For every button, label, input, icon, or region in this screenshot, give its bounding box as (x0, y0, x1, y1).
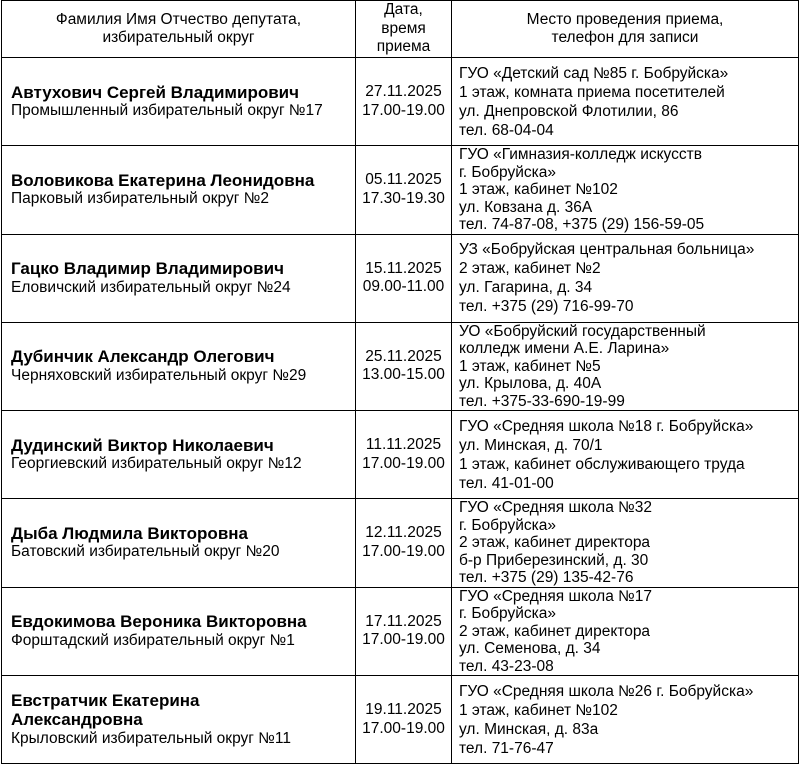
place-line: ул. Днепровской Флотилии, 86 (459, 102, 679, 120)
datetime-cell (356, 146, 452, 235)
place-line: 1 этаж, кабинет №102 (459, 181, 618, 198)
header-place (452, 1, 799, 58)
place-line: тел. 68-04-04 (459, 121, 554, 139)
reception-time: 17.00-19.00 (362, 719, 445, 737)
table-row (2, 58, 799, 146)
reception-time: 17.00-19.00 (362, 454, 445, 472)
place-cell (452, 234, 799, 322)
place-line: 1 этаж, кабинет обслуживающего труда (459, 455, 745, 473)
reception-schedule-table (1, 0, 799, 764)
place-cell (452, 587, 799, 676)
place-cell (452, 676, 799, 764)
place-line: ГУО «Средняя школа №26 г. Бобруйска» (459, 682, 754, 700)
place-line: 1 этаж, комната приема посетителей (459, 83, 725, 101)
datetime-cell (356, 411, 452, 499)
table-row (2, 499, 799, 588)
reception-date: 17.11.2025 (365, 612, 442, 630)
header-row (2, 1, 799, 58)
place-line: ГУО «Гимназия-колледж искусств (459, 146, 702, 163)
header-datetime-line: время (381, 19, 426, 37)
header-place-line: телефон для записи (551, 29, 699, 46)
deputy-cell (2, 587, 356, 676)
place-line: ГУО «Детский сад №85 г. Бобруйска» (459, 64, 729, 82)
electoral-district: Черняховский избирательный округ №29 (11, 366, 307, 384)
deputy-cell (2, 676, 356, 764)
deputy-name: Евстратчик Екатерина (11, 690, 200, 710)
reception-date: 25.11.2025 (365, 347, 442, 365)
reception-date: 12.11.2025 (365, 524, 442, 542)
datetime-cell (356, 58, 452, 146)
table-row (2, 146, 799, 235)
electoral-district: Промышленный избирательный округ №17 (11, 102, 323, 119)
place-line: ул. Минская, д. 83а (459, 720, 599, 738)
table-row (2, 587, 799, 676)
place-cell (452, 411, 799, 499)
place-line: ул. Минская, д. 70/1 (459, 436, 603, 454)
place-line: г. Бобруйска» (459, 163, 557, 181)
place-line: г. Бобруйска» (459, 516, 557, 534)
place-line: тел. 74-87-08, +375 (29) 156-59-05 (459, 216, 705, 233)
deputy-cell (2, 234, 356, 322)
reception-time: 13.00-15.00 (362, 366, 445, 384)
electoral-district: Крыловский избирательный округ №11 (11, 729, 291, 747)
deputy-name: Дубинчик Александр Олегович (11, 347, 275, 367)
place-line: тел. +375-33-690-19-99 (459, 392, 625, 410)
reception-date: 11.11.2025 (365, 436, 442, 453)
header-datetime (356, 1, 452, 58)
place-line: ул. Крылова, д. 40А (459, 375, 602, 392)
datetime-cell (356, 676, 452, 764)
datetime-cell (356, 587, 452, 676)
place-cell (452, 322, 799, 411)
table-body (2, 58, 799, 764)
deputy-name: Александровна (11, 710, 143, 730)
table-row (2, 411, 799, 499)
place-line: 2 этаж, кабинет №2 (459, 260, 601, 277)
header-deputy (2, 1, 356, 58)
place-line: 1 этаж, кабинет №5 (459, 357, 601, 375)
datetime-cell (356, 234, 452, 322)
place-line: УО «Бобруйский государственный (459, 322, 706, 340)
electoral-district: Георгиевский избирательный округ №12 (11, 455, 302, 472)
place-line: тел. 71-76-47 (459, 739, 554, 757)
reception-date: 27.11.2025 (365, 83, 442, 100)
place-line: тел. 41-01-00 (459, 474, 554, 492)
header-datetime-line: приема (376, 38, 431, 56)
deputy-name: Дудинский Виктор Николаевич (11, 435, 274, 455)
reception-time: 09.00-11.00 (362, 278, 445, 295)
place-line: 2 этаж, кабинет директора (459, 534, 651, 551)
place-line: колледж имени А.Е. Ларина» (459, 340, 670, 357)
place-line: тел. +375 (29) 135-42-76 (459, 569, 634, 586)
deputy-name: Евдокимова Вероника Викторовна (11, 612, 307, 632)
place-line: ГУО «Средняя школа №32 (459, 499, 653, 516)
place-line: тел. +375 (29) 716-99-70 (459, 298, 634, 315)
deputy-cell (2, 146, 356, 235)
header-deputy-line: избирательный округ (102, 29, 255, 46)
place-line: ул. Гагарина, д. 34 (459, 279, 593, 296)
header-datetime-line: Дата, (384, 1, 423, 19)
reception-time: 17.00-19.00 (362, 631, 445, 649)
place-line: тел. 43-23-08 (459, 657, 554, 675)
reception-time: 17.00-19.00 (362, 542, 445, 560)
reception-date: 05.11.2025 (365, 171, 442, 189)
reception-date: 19.11.2025 (365, 701, 442, 718)
place-line: б-р Приберезинский, д. 30 (459, 551, 649, 569)
place-line: 2 этаж, кабинет директора (459, 622, 651, 640)
electoral-district: Парковый избирательный округ №2 (11, 190, 269, 208)
place-line: 1 этаж, кабинет №102 (459, 701, 618, 719)
place-line: УЗ «Бобруйская центральная больница» (459, 241, 755, 258)
place-cell (452, 146, 799, 235)
electoral-district: Батовский избирательный округ №20 (11, 543, 280, 561)
place-cell (452, 58, 799, 146)
place-line: ГУО «Средняя школа №18 г. Бобруйска» (459, 417, 754, 435)
place-cell (452, 499, 799, 588)
deputy-cell (2, 411, 356, 499)
place-line: ул. Семенова, д. 34 (459, 640, 601, 657)
place-line: ул. Ковзана д. 36А (459, 198, 593, 216)
reception-time: 17.00-19.00 (362, 101, 445, 119)
header-deputy-line: Фамилия Имя Отчество депутата, (55, 10, 302, 28)
header-place-line: Место проведения приема, (526, 10, 724, 28)
datetime-cell (356, 322, 452, 411)
electoral-district: Еловичский избирательный округ №24 (11, 278, 291, 296)
datetime-cell (356, 499, 452, 588)
deputy-cell (2, 322, 356, 411)
table-row (2, 676, 799, 764)
deputy-name: Гацко Владимир Владимирович (11, 259, 284, 278)
electoral-district: Форштадский избирательный округ №1 (11, 631, 295, 649)
deputy-name: Воловикова Екатерина Леонидовна (11, 170, 315, 190)
reception-time: 17.30-19.30 (362, 189, 445, 207)
deputy-name: Автухович Сергей Владимирович (11, 82, 299, 102)
deputy-name: Дыба Людмила Викторовна (11, 523, 248, 543)
deputy-cell (2, 499, 356, 588)
deputy-cell (2, 58, 356, 146)
table-row (2, 322, 799, 411)
reception-date: 15.11.2025 (365, 259, 442, 277)
place-line: ГУО «Средняя школа №17 (459, 587, 653, 605)
table-row (2, 234, 799, 322)
place-line: г. Бобруйска» (459, 605, 557, 622)
